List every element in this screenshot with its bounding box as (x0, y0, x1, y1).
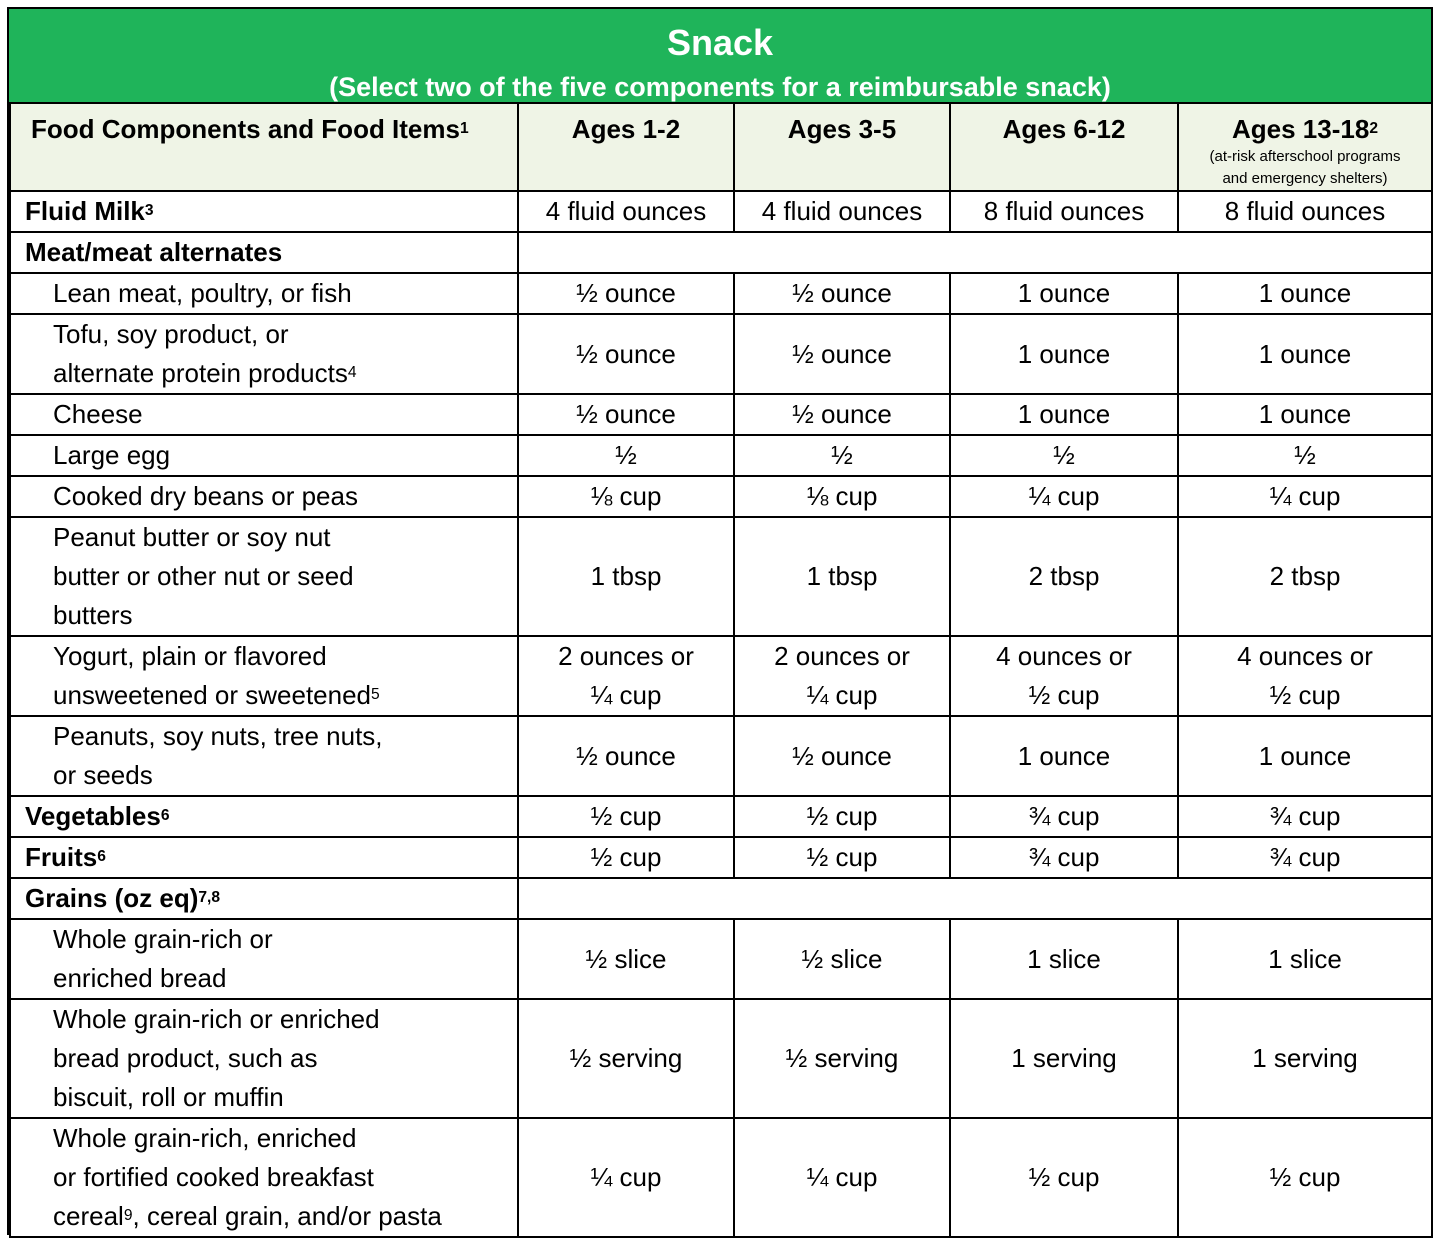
cell: ¼ cup (518, 1118, 734, 1237)
cell: 4 ounces or ½ cup (950, 636, 1178, 716)
row-label: Peanut butter or soy nut butter or other nut or seed butters (10, 517, 518, 636)
cell: 4 fluid ounces (518, 191, 734, 232)
table-row (10, 636, 1432, 716)
table-row (10, 435, 1432, 476)
table-row (10, 314, 1432, 394)
table-row (10, 716, 1432, 796)
cell: ½ ounce (518, 394, 734, 435)
row-label: Grains (oz eq)$^{7,8}$ (10, 878, 518, 919)
table-row (10, 919, 1432, 999)
cell: ½ cup (734, 796, 950, 837)
header-ages-3-5: Ages 3-5 (734, 103, 950, 191)
row-label: Tofu, soy product, or alternate protein products$^4$ (10, 314, 518, 394)
meal-pattern-table (9, 102, 1433, 1238)
cell: ½ ounce (518, 273, 734, 314)
cell: 4 ounces or ½ cup (1178, 636, 1432, 716)
row-label: Cheese (10, 394, 518, 435)
row-label: Meat/meat alternates (10, 232, 518, 273)
table-row (10, 878, 1432, 919)
cell: 1 ounce (1178, 273, 1432, 314)
empty-cell (518, 878, 1432, 919)
cell: ½ serving (518, 999, 734, 1118)
cell: ⅛ cup (518, 476, 734, 517)
cell: ½ ounce (734, 273, 950, 314)
table-row (10, 837, 1432, 878)
title-banner (9, 9, 1431, 102)
cell: ½ cup (1178, 1118, 1432, 1237)
row-label: Whole grain-rich, enriched or fortified cooked breakfast cereal$^9$, cereal grain, and/or pasta (10, 1118, 518, 1237)
cell: 1 slice (950, 919, 1178, 999)
cell: 1 ounce (950, 273, 1178, 314)
table-row (10, 1118, 1432, 1237)
table-row (10, 191, 1432, 232)
cell: 2 tbsp (1178, 517, 1432, 636)
snack-table-frame (7, 7, 1433, 1235)
cell: 1 ounce (1178, 716, 1432, 796)
cell: ½ slice (518, 919, 734, 999)
cell: 2 ounces or ¼ cup (734, 636, 950, 716)
page-subtitle: (Select two of the five components for a reimbursable snack) (329, 72, 1111, 102)
row-label: Whole grain-rich or enriched bread (10, 919, 518, 999)
cell: 1 serving (950, 999, 1178, 1118)
cell: ½ cup (518, 796, 734, 837)
cell: ½ cup (518, 837, 734, 878)
header-ages-1-2: Ages 1-2 (518, 103, 734, 191)
table-row (10, 999, 1432, 1118)
cell: 1 ounce (950, 314, 1178, 394)
header-ages-6-12: Ages 6-12 (950, 103, 1178, 191)
header-row (10, 103, 1432, 191)
cell: ¾ cup (1178, 796, 1432, 837)
cell: 8 fluid ounces (1178, 191, 1432, 232)
row-label: Peanuts, soy nuts, tree nuts, or seeds (10, 716, 518, 796)
row-label: Fruits$^6$ (10, 837, 518, 878)
empty-cell (518, 232, 1432, 273)
cell: 1 ounce (1178, 394, 1432, 435)
cell: ¼ cup (734, 1118, 950, 1237)
row-label: Yogurt, plain or flavored unsweetened or sweetened$^5$ (10, 636, 518, 716)
cell: ⅛ cup (734, 476, 950, 517)
cell: ½ (950, 435, 1178, 476)
cell: 1 ounce (1178, 314, 1432, 394)
cell: ¼ cup (1178, 476, 1432, 517)
row-label: Lean meat, poultry, or fish (10, 273, 518, 314)
header-food-components: Food Components and Food Items$^1$ (10, 103, 518, 191)
cell: ¾ cup (950, 796, 1178, 837)
row-label: Cooked dry beans or peas (10, 476, 518, 517)
cell: ¾ cup (1178, 837, 1432, 878)
table-row (10, 796, 1432, 837)
table-row (10, 273, 1432, 314)
cell: 8 fluid ounces (950, 191, 1178, 232)
table-row (10, 394, 1432, 435)
row-label: Vegetables$^6$ (10, 796, 518, 837)
cell: ½ serving (734, 999, 950, 1118)
cell: ¼ cup (950, 476, 1178, 517)
table-row (10, 517, 1432, 636)
table-row (10, 232, 1432, 273)
cell: 4 fluid ounces (734, 191, 950, 232)
header-ages-13-18: Ages $13-18^2$ (at-risk afterschool programs and emergency shelters) (1178, 103, 1432, 191)
table-row (10, 476, 1432, 517)
cell: ½ cup (734, 837, 950, 878)
cell: 1 slice (1178, 919, 1432, 999)
cell: 1 serving (1178, 999, 1432, 1118)
cell: ½ (1178, 435, 1432, 476)
cell: ½ ounce (734, 716, 950, 796)
row-label: Whole grain-rich or enriched bread product, such as biscuit, roll or muffin (10, 999, 518, 1118)
cell: 1 ounce (950, 394, 1178, 435)
cell: ½ ounce (518, 716, 734, 796)
row-label: Fluid Milk$^3$ (10, 191, 518, 232)
cell: ½ (518, 435, 734, 476)
cell: ½ ounce (734, 394, 950, 435)
cell: 1 ounce (950, 716, 1178, 796)
cell: 1 tbsp (734, 517, 950, 636)
cell: ½ cup (950, 1118, 1178, 1237)
cell: ½ ounce (518, 314, 734, 394)
cell: ½ (734, 435, 950, 476)
page-title: Snack (666, 22, 774, 63)
cell: ½ slice (734, 919, 950, 999)
cell: 2 ounces or ¼ cup (518, 636, 734, 716)
cell: ½ ounce (734, 314, 950, 394)
cell: ¾ cup (950, 837, 1178, 878)
row-label: Large egg (10, 435, 518, 476)
cell: 2 tbsp (950, 517, 1178, 636)
cell: 1 tbsp (518, 517, 734, 636)
